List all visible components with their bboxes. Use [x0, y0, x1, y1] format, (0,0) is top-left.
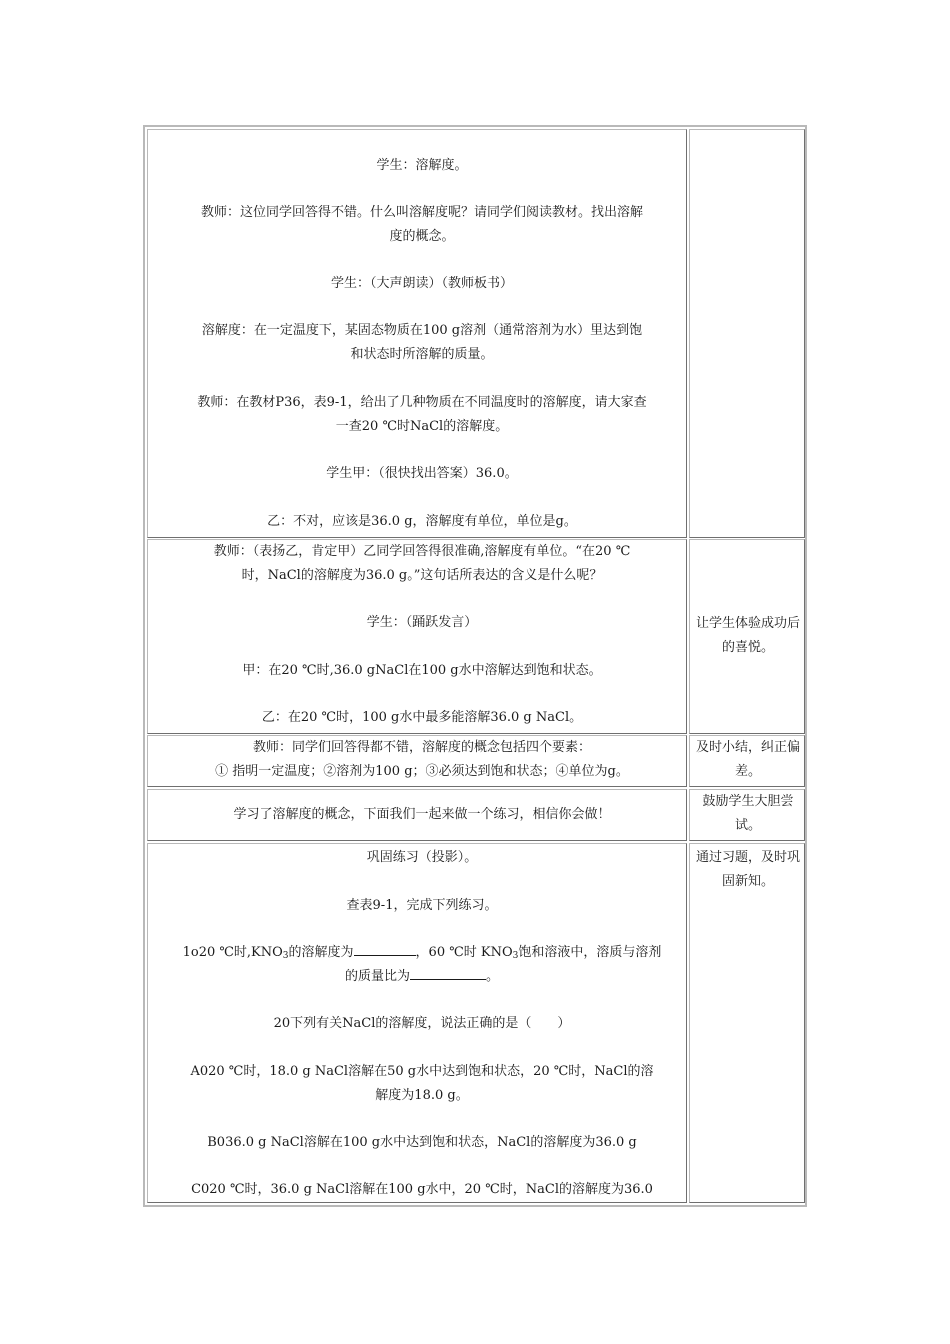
- question-1-text: ，60 ℃时 KNO: [415, 945, 513, 960]
- summary-line: 教师：同学们回答得都不错，溶解度的概念包括四个要素：: [252, 740, 591, 755]
- content-cell: [147, 539, 687, 734]
- definition-line: 溶解度：在一定温度下，某固态物质在100 g溶剂（通常溶剂为水）里达到饱: [201, 323, 643, 338]
- note-cell: [689, 129, 805, 538]
- subscript: 3: [512, 951, 519, 961]
- option-a: 解度为18.0 g。: [375, 1088, 469, 1103]
- dialogue-line: 一查20 ℃时NaCl的溶解度。: [335, 419, 509, 434]
- exercise-instruction: 查表9-1，完成下列练习。: [346, 898, 498, 913]
- subscript: 3: [282, 951, 289, 961]
- question-1-text: 的质量比为: [344, 969, 410, 984]
- table-row: [147, 129, 803, 538]
- note-cell: [689, 843, 805, 1203]
- question-2: 20下列有关NaCl的溶解度，说法正确的是（ ）: [273, 1016, 571, 1031]
- question-1-line: [178, 941, 666, 965]
- table-row: [147, 789, 803, 841]
- dialogue-line: 学生甲：（很快找出答案）36.0。: [326, 466, 518, 481]
- dialogue-line: 度的概念。: [389, 229, 455, 244]
- dialogue-line: 学生：溶解度。: [376, 158, 468, 173]
- lesson-table: [143, 125, 807, 1207]
- dialogue-line: 教师：这位同学回答得不错。什么叫溶解度呢？请同学们阅读教材。找出溶解: [200, 205, 643, 220]
- content-cell: [147, 843, 687, 1203]
- answer-blank[interactable]: [354, 941, 416, 956]
- summary-line: ① 指明一定温度；②溶剂为100 g；③必须达到饱和状态；④单位为g。: [215, 764, 629, 779]
- teaching-note: 鼓励学生大胆尝试。: [702, 794, 794, 833]
- teaching-note: 通过习题，及时巩固新知。: [695, 850, 800, 889]
- note-cell: [689, 539, 805, 734]
- table-row: [147, 735, 803, 787]
- dialogue-line: 时，NaCl的溶解度为36.0 g。”这句话所表达的含义是什么呢？: [241, 568, 603, 583]
- option-b: B036.0 g NaCl溶解在100 g水中达到饱和状态，NaCl的溶解度为36.0 g: [207, 1135, 637, 1150]
- exercise-title: 巩固练习（投影）。: [366, 850, 478, 865]
- transition-line: 学习了溶解度的概念，下面我们一起来做一个练习，相信你会做！: [233, 807, 611, 822]
- question-1-text: 。: [486, 969, 500, 984]
- option-c: C020 ℃时，36.0 g NaCl溶解在100 g水中，20 ℃时，NaCl的溶解度为36.0: [191, 1182, 653, 1197]
- teaching-note: 让学生体验成功后的喜悦。: [695, 616, 800, 655]
- content-cell: [147, 129, 687, 538]
- dialogue-line: 甲：在20 ℃时,36.0 gNaCl在100 g水中溶解达到饱和状态。: [242, 663, 602, 678]
- option-a: A020 ℃时，18.0 g NaCl溶解在50 g水中达到饱和状态，20 ℃时，NaCl的溶: [190, 1064, 654, 1079]
- dialogue-line: 学生：（大声朗读）（教师板书）: [330, 276, 513, 291]
- table-row: [147, 843, 803, 1203]
- content-cell: [147, 735, 687, 787]
- table-row: [147, 539, 803, 734]
- dialogue-line: 乙：在20 ℃时，100 g水中最多能溶解36.0 g NaCl。: [261, 710, 583, 725]
- answer-blank[interactable]: [410, 965, 486, 980]
- question-1-line: [178, 965, 666, 989]
- content-cell: [147, 789, 687, 841]
- dialogue-line: 乙：不对，应该是36.0 g，溶解度有单位，单位是g。: [267, 514, 577, 529]
- question-1-text: 1o20 ℃时,KNO: [182, 945, 283, 960]
- question-1-text: 饱和溶液中，溶质与溶剂: [518, 945, 662, 960]
- dialogue-line: 教师：在教材P36，表9-1，给出了几种物质在不同温度时的溶解度，请大家查: [197, 395, 647, 410]
- question-1-text: 的溶解度为: [288, 945, 354, 960]
- note-cell: [689, 735, 805, 787]
- note-cell: [689, 789, 805, 841]
- dialogue-line: 学生：（踊跃发言）: [366, 615, 478, 630]
- teaching-note: 及时小结，纠正偏差。: [695, 740, 800, 779]
- definition-line: 和状态时所溶解的质量。: [350, 347, 494, 362]
- dialogue-line: 教师：（表扬乙，肯定甲）乙同学回答得很准确,溶解度有单位。“在20 ℃: [213, 544, 631, 559]
